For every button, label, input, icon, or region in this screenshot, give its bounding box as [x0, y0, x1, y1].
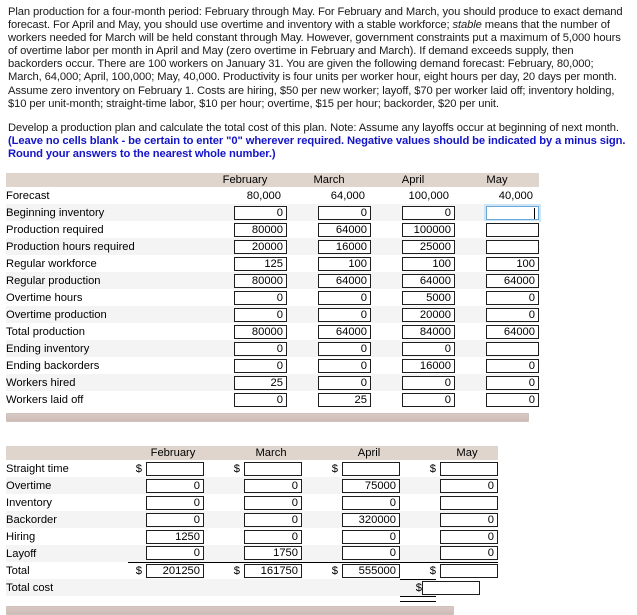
plan-input-regular-workforce-february[interactable]	[234, 257, 287, 271]
cost-cell-gap	[204, 528, 226, 545]
cost-row-label: Overtime	[6, 479, 52, 492]
plan-input-regular-production-march[interactable]	[318, 274, 371, 288]
cost-row-label: Layoff	[6, 547, 37, 560]
table-row	[6, 323, 539, 340]
plan-column-header-march: March	[287, 173, 371, 187]
plan-input-regular-workforce-march[interactable]	[318, 257, 371, 271]
cost-input-straight-time-may[interactable]	[440, 462, 498, 476]
plan-row-label: Overtime hours	[6, 291, 83, 304]
cost-input-overtime-february[interactable]	[146, 479, 204, 493]
forecast-value-may: 40,000	[498, 189, 533, 202]
cost-input-inventory-february[interactable]	[146, 496, 204, 510]
currency-spacer	[226, 477, 240, 494]
total-cost-label: Total cost	[6, 581, 54, 594]
table-row	[6, 357, 539, 374]
cost-input-overtime-april[interactable]	[342, 479, 400, 493]
plan-input-production-required-february[interactable]	[234, 223, 287, 237]
total-cost-input-cell	[422, 579, 436, 596]
plan-input-total-production-april[interactable]	[402, 325, 455, 339]
cost-input-cell	[436, 477, 498, 494]
cost-cell-gap	[302, 494, 324, 511]
cost-input-cell	[436, 528, 498, 545]
cost-table-container	[6, 446, 539, 602]
cost-input-cell	[338, 477, 400, 494]
table-row	[6, 391, 539, 408]
cost-table-horizontal-scrollbar[interactable]	[6, 606, 454, 615]
cost-cell-gap	[400, 460, 422, 477]
cost-summary-table	[6, 446, 498, 602]
total-cost-currency-symbol: $	[400, 579, 422, 596]
cost-input-total-may[interactable]	[440, 564, 498, 578]
cost-header-currency-spacer	[324, 446, 338, 460]
plan-input-total-production-march[interactable]	[318, 325, 371, 339]
plan-row-label: Ending inventory	[6, 342, 90, 355]
cost-cell-gap	[400, 477, 422, 494]
cost-input-inventory-may[interactable]	[440, 496, 498, 510]
table-row	[6, 238, 539, 255]
cost-row-label: Backorder	[6, 513, 57, 526]
problem-instruction-text: Develop a production plan and calculate the total cost of this plan. Note: Assume any layoffs occur at beginning of next month.	[8, 121, 619, 134]
plan-input-production-required-march[interactable]	[318, 223, 371, 237]
currency-spacer	[226, 511, 240, 528]
plan-input-workers-hired-may[interactable]	[486, 376, 539, 390]
cost-cell-gap	[204, 494, 226, 511]
cost-input-cell	[142, 477, 204, 494]
plan-input-overtime-production-april[interactable]	[402, 308, 455, 322]
table-row	[6, 187, 539, 204]
cost-input-straight-time-march[interactable]	[244, 462, 302, 476]
cost-input-overtime-may[interactable]	[440, 479, 498, 493]
cost-row-label: Hiring	[6, 530, 36, 543]
plan-input-ending-inventory-march[interactable]	[318, 342, 371, 356]
plan-row-label: Workers laid off	[6, 393, 84, 406]
plan-row-label: Total production	[6, 325, 85, 338]
cost-input-cell	[142, 545, 204, 562]
plan-row-label: Beginning inventory	[6, 206, 105, 219]
cost-input-cell	[338, 545, 400, 562]
plan-input-workers-hired-february[interactable]	[234, 376, 287, 390]
cost-input-hiring-april[interactable]	[342, 530, 400, 544]
cost-input-inventory-april[interactable]	[342, 496, 400, 510]
plan-input-ending-backorders-february[interactable]	[234, 359, 287, 373]
cost-input-cell	[142, 494, 204, 511]
cost-header-corner	[6, 446, 128, 460]
plan-table-header-row	[6, 173, 539, 187]
plan-row-label: Regular workforce	[6, 257, 97, 270]
currency-spacer	[324, 477, 338, 494]
production-plan-table-container	[6, 173, 539, 408]
currency-symbol: $	[128, 562, 142, 579]
cost-input-hiring-march[interactable]	[244, 530, 302, 544]
currency-spacer	[324, 494, 338, 511]
plan-input-workers-hired-march[interactable]	[318, 376, 371, 390]
plan-input-beginning-inventory-may[interactable]	[486, 206, 539, 220]
cost-cell-gap	[400, 528, 422, 545]
total-cost-input[interactable]	[422, 581, 480, 595]
currency-symbol: $	[422, 562, 436, 579]
cost-input-cell	[240, 511, 302, 528]
cost-input-cell	[142, 528, 204, 545]
plan-row-label: Production hours required	[6, 240, 135, 253]
currency-spacer	[422, 511, 436, 528]
plan-input-ending-inventory-february[interactable]	[234, 342, 287, 356]
cost-input-layoff-march[interactable]	[244, 546, 302, 560]
emphasized-term-stable: stable	[452, 19, 482, 32]
cost-input-backorder-april[interactable]	[342, 513, 400, 527]
cost-cell-gap	[400, 545, 422, 562]
total-cost-row	[6, 579, 498, 596]
cost-cell-gap	[302, 477, 324, 494]
cost-input-cell	[436, 494, 498, 511]
cost-input-overtime-march[interactable]	[244, 479, 302, 493]
plan-column-header-february: February	[203, 173, 287, 187]
cost-input-cell	[240, 528, 302, 545]
cost-header-currency-spacer	[128, 446, 142, 460]
table-row	[6, 374, 539, 391]
plan-input-overtime-production-february[interactable]	[234, 308, 287, 322]
currency-spacer	[422, 477, 436, 494]
plan-input-workers-hired-april[interactable]	[402, 376, 455, 390]
cost-input-hiring-may[interactable]	[440, 530, 498, 544]
plan-input-overtime-production-march[interactable]	[318, 308, 371, 322]
plan-input-overtime-hours-may[interactable]	[486, 291, 539, 305]
cost-input-cell	[240, 460, 302, 477]
cost-input-inventory-march[interactable]	[244, 496, 302, 510]
cost-input-total-march[interactable]	[244, 564, 302, 578]
plan-header-corner	[6, 173, 203, 187]
plan-input-regular-production-february[interactable]	[234, 274, 287, 288]
plan-input-ending-backorders-may[interactable]	[486, 359, 539, 373]
cost-input-cell	[338, 511, 400, 528]
table-row	[6, 272, 539, 289]
table-row	[6, 204, 539, 221]
table-row	[6, 494, 498, 511]
cost-input-backorder-march[interactable]	[244, 513, 302, 527]
currency-symbol: $	[429, 462, 436, 475]
cost-input-cell	[338, 528, 400, 545]
currency-spacer	[128, 511, 142, 528]
cost-header-currency-spacer	[226, 446, 240, 460]
cost-header-gap	[204, 446, 226, 460]
cost-input-cell	[142, 460, 204, 477]
table-row	[6, 511, 498, 528]
plan-input-beginning-inventory-march[interactable]	[318, 206, 371, 220]
plan-row-label: Forecast	[6, 189, 50, 202]
cost-input-cell	[142, 511, 204, 528]
cost-input-layoff-february[interactable]	[146, 546, 204, 560]
cost-input-total-april[interactable]	[342, 564, 400, 578]
plan-input-workers-laid-off-may[interactable]	[486, 393, 539, 407]
plan-input-overtime-hours-february[interactable]	[234, 291, 287, 305]
plan-input-regular-production-april[interactable]	[402, 274, 455, 288]
table-row	[6, 460, 498, 477]
currency-spacer	[128, 528, 142, 545]
table-row	[6, 528, 498, 545]
cost-input-hiring-february[interactable]	[146, 530, 204, 544]
currency-symbol: $	[226, 562, 240, 579]
total-cost-double-rule	[6, 596, 498, 601]
cost-row-label: Inventory	[6, 496, 53, 509]
plan-row-label: Workers hired	[6, 376, 76, 389]
cost-column-header-march: March	[240, 446, 302, 460]
table-row	[6, 306, 539, 323]
cost-input-cell	[338, 460, 400, 477]
cost-cell-gap	[400, 562, 422, 579]
plan-input-beginning-inventory-april[interactable]	[402, 206, 455, 220]
plan-row-label: Ending backorders	[6, 359, 100, 372]
plan-input-overtime-hours-april[interactable]	[402, 291, 455, 305]
plan-input-production-hours-required-march[interactable]	[318, 240, 371, 254]
currency-spacer	[422, 545, 436, 562]
currency-spacer	[422, 528, 436, 545]
cost-cell-gap	[204, 477, 226, 494]
problem-paragraph-1	[8, 6, 629, 111]
cost-cell-gap	[302, 460, 324, 477]
plan-input-ending-backorders-april[interactable]	[402, 359, 455, 373]
rule-spacer	[6, 596, 400, 601]
plan-row-label: Production required	[6, 223, 104, 236]
rule-line	[400, 596, 436, 601]
currency-spacer	[128, 477, 142, 494]
cost-cell-gap	[302, 545, 324, 562]
cost-cell-gap	[302, 511, 324, 528]
plan-input-regular-workforce-april[interactable]	[402, 257, 455, 271]
cost-input-cell	[240, 494, 302, 511]
currency-spacer	[226, 494, 240, 511]
cost-row-label: Total	[6, 564, 30, 577]
table-row	[6, 221, 539, 238]
currency-spacer	[226, 545, 240, 562]
cost-input-cell	[142, 562, 204, 579]
table-row	[6, 340, 539, 357]
cost-input-cell	[436, 511, 498, 528]
problem-statement	[0, 0, 637, 161]
cost-input-cell	[240, 477, 302, 494]
requirement-note: (Leave no cells blank - be certain to enter "0" wherever required. Negative values should be indicated by a minus sign. Round your answers to the nearest whole number.)	[8, 134, 626, 160]
cost-input-straight-time-april[interactable]	[342, 462, 400, 476]
cost-cell-gap	[204, 511, 226, 528]
currency-spacer	[422, 494, 436, 511]
forecast-value-march: 64,000	[330, 189, 365, 202]
cost-input-cell	[436, 545, 498, 562]
cost-cell-gap	[302, 528, 324, 545]
cost-input-cell	[436, 460, 498, 477]
plan-input-workers-laid-off-february[interactable]	[234, 393, 287, 407]
cost-cell-gap	[204, 545, 226, 562]
currency-symbol: $	[324, 562, 338, 579]
currency-spacer	[324, 528, 338, 545]
cost-header-currency-spacer	[422, 446, 436, 460]
currency-spacer	[226, 528, 240, 545]
text-cursor	[534, 208, 535, 219]
cost-input-cell	[338, 562, 400, 579]
currency-spacer	[324, 545, 338, 562]
plan-input-overtime-hours-march[interactable]	[318, 291, 371, 305]
plan-input-ending-inventory-may[interactable]	[486, 342, 539, 356]
cost-header-gap	[400, 446, 422, 460]
cost-cell-gap	[204, 562, 226, 579]
cost-input-cell	[338, 494, 400, 511]
problem-text-part-1: Plan production for a four-month period: February through May. For February and March, you should produce to exact demand forecast. For April and May, you should use overtime and inventory with a stable workforce;	[8, 6, 623, 32]
cost-input-straight-time-february[interactable]	[146, 462, 204, 476]
cost-input-backorder-may[interactable]	[440, 513, 498, 527]
cost-input-cell	[240, 562, 302, 579]
currency-symbol: $	[135, 462, 142, 475]
cost-column-header-february: February	[142, 446, 204, 460]
plan-input-workers-laid-off-march[interactable]	[318, 393, 371, 407]
cost-column-header-may: May	[436, 446, 498, 460]
plan-input-production-required-may[interactable]	[486, 223, 539, 237]
cost-input-cell	[436, 562, 498, 579]
cost-cell-gap	[204, 460, 226, 477]
cost-cell-gap	[302, 562, 324, 579]
currency-spacer	[128, 545, 142, 562]
table-row	[6, 562, 498, 579]
plan-input-production-required-april[interactable]	[402, 223, 455, 237]
currency-spacer	[324, 511, 338, 528]
problem-text-part-2: means that the number of workers needed for March will be held constant through May. However, government constraints put a maximum of 5,000 hours of overtime labor per month in April and May (zero overtime in February and March). If demand exceeds supply, then backorders occur. There are 100 workers on January 31. You are given the following demand forecast: February, 80,000; March, 64,000; April, 100,000; May, 40,000. Productivity is four units per worker hour, eight hours per day, 20 days per month. Assume zero inventory on February 1. Costs are hiring, $50 per new worker; layoff, $70 per worker laid off; inventory holding, $10 per unit-month; straight-time labor, $10 per hour; overtime, $15 per hour; backorder, $20 per unit.	[8, 19, 621, 110]
cost-column-header-april: April	[338, 446, 400, 460]
problem-paragraph-2	[8, 122, 629, 161]
production-plan-table	[6, 173, 539, 408]
plan-input-regular-workforce-may[interactable]	[486, 257, 539, 271]
plan-column-header-may: May	[455, 173, 539, 187]
currency-spacer	[128, 494, 142, 511]
plan-table-horizontal-scrollbar[interactable]	[6, 413, 529, 422]
forecast-value-april: 100,000	[408, 189, 449, 202]
plan-input-production-hours-required-april[interactable]	[402, 240, 455, 254]
plan-row-label: Overtime production	[6, 308, 107, 321]
cost-header-gap	[302, 446, 324, 460]
plan-row-label: Regular production	[6, 274, 101, 287]
cost-input-layoff-april[interactable]	[342, 546, 400, 560]
plan-input-overtime-production-may[interactable]	[486, 308, 539, 322]
cost-row-label: Straight time	[6, 462, 69, 475]
table-row	[6, 545, 498, 562]
plan-input-ending-backorders-march[interactable]	[318, 359, 371, 373]
cost-input-backorder-february[interactable]	[146, 513, 204, 527]
cost-cell-gap	[400, 511, 422, 528]
table-row	[6, 477, 498, 494]
cost-cell-gap	[400, 494, 422, 511]
plan-input-total-production-february[interactable]	[234, 325, 287, 339]
plan-input-production-hours-required-may[interactable]	[486, 240, 539, 254]
cost-input-layoff-may[interactable]	[440, 546, 498, 560]
plan-input-workers-laid-off-april[interactable]	[402, 393, 455, 407]
cost-table-header-row	[6, 446, 498, 460]
plan-column-header-april: April	[371, 173, 455, 187]
plan-input-ending-inventory-april[interactable]	[402, 342, 455, 356]
plan-input-beginning-inventory-february[interactable]	[234, 206, 287, 220]
plan-input-total-production-may[interactable]	[486, 325, 539, 339]
plan-input-regular-production-may[interactable]	[486, 274, 539, 288]
table-row	[6, 289, 539, 306]
plan-input-production-hours-required-february[interactable]	[234, 240, 287, 254]
table-row	[6, 255, 539, 272]
cost-input-total-february[interactable]	[146, 564, 204, 578]
cost-input-cell	[240, 545, 302, 562]
forecast-value-february: 80,000	[246, 189, 281, 202]
currency-symbol: $	[233, 462, 240, 475]
currency-symbol: $	[331, 462, 338, 475]
